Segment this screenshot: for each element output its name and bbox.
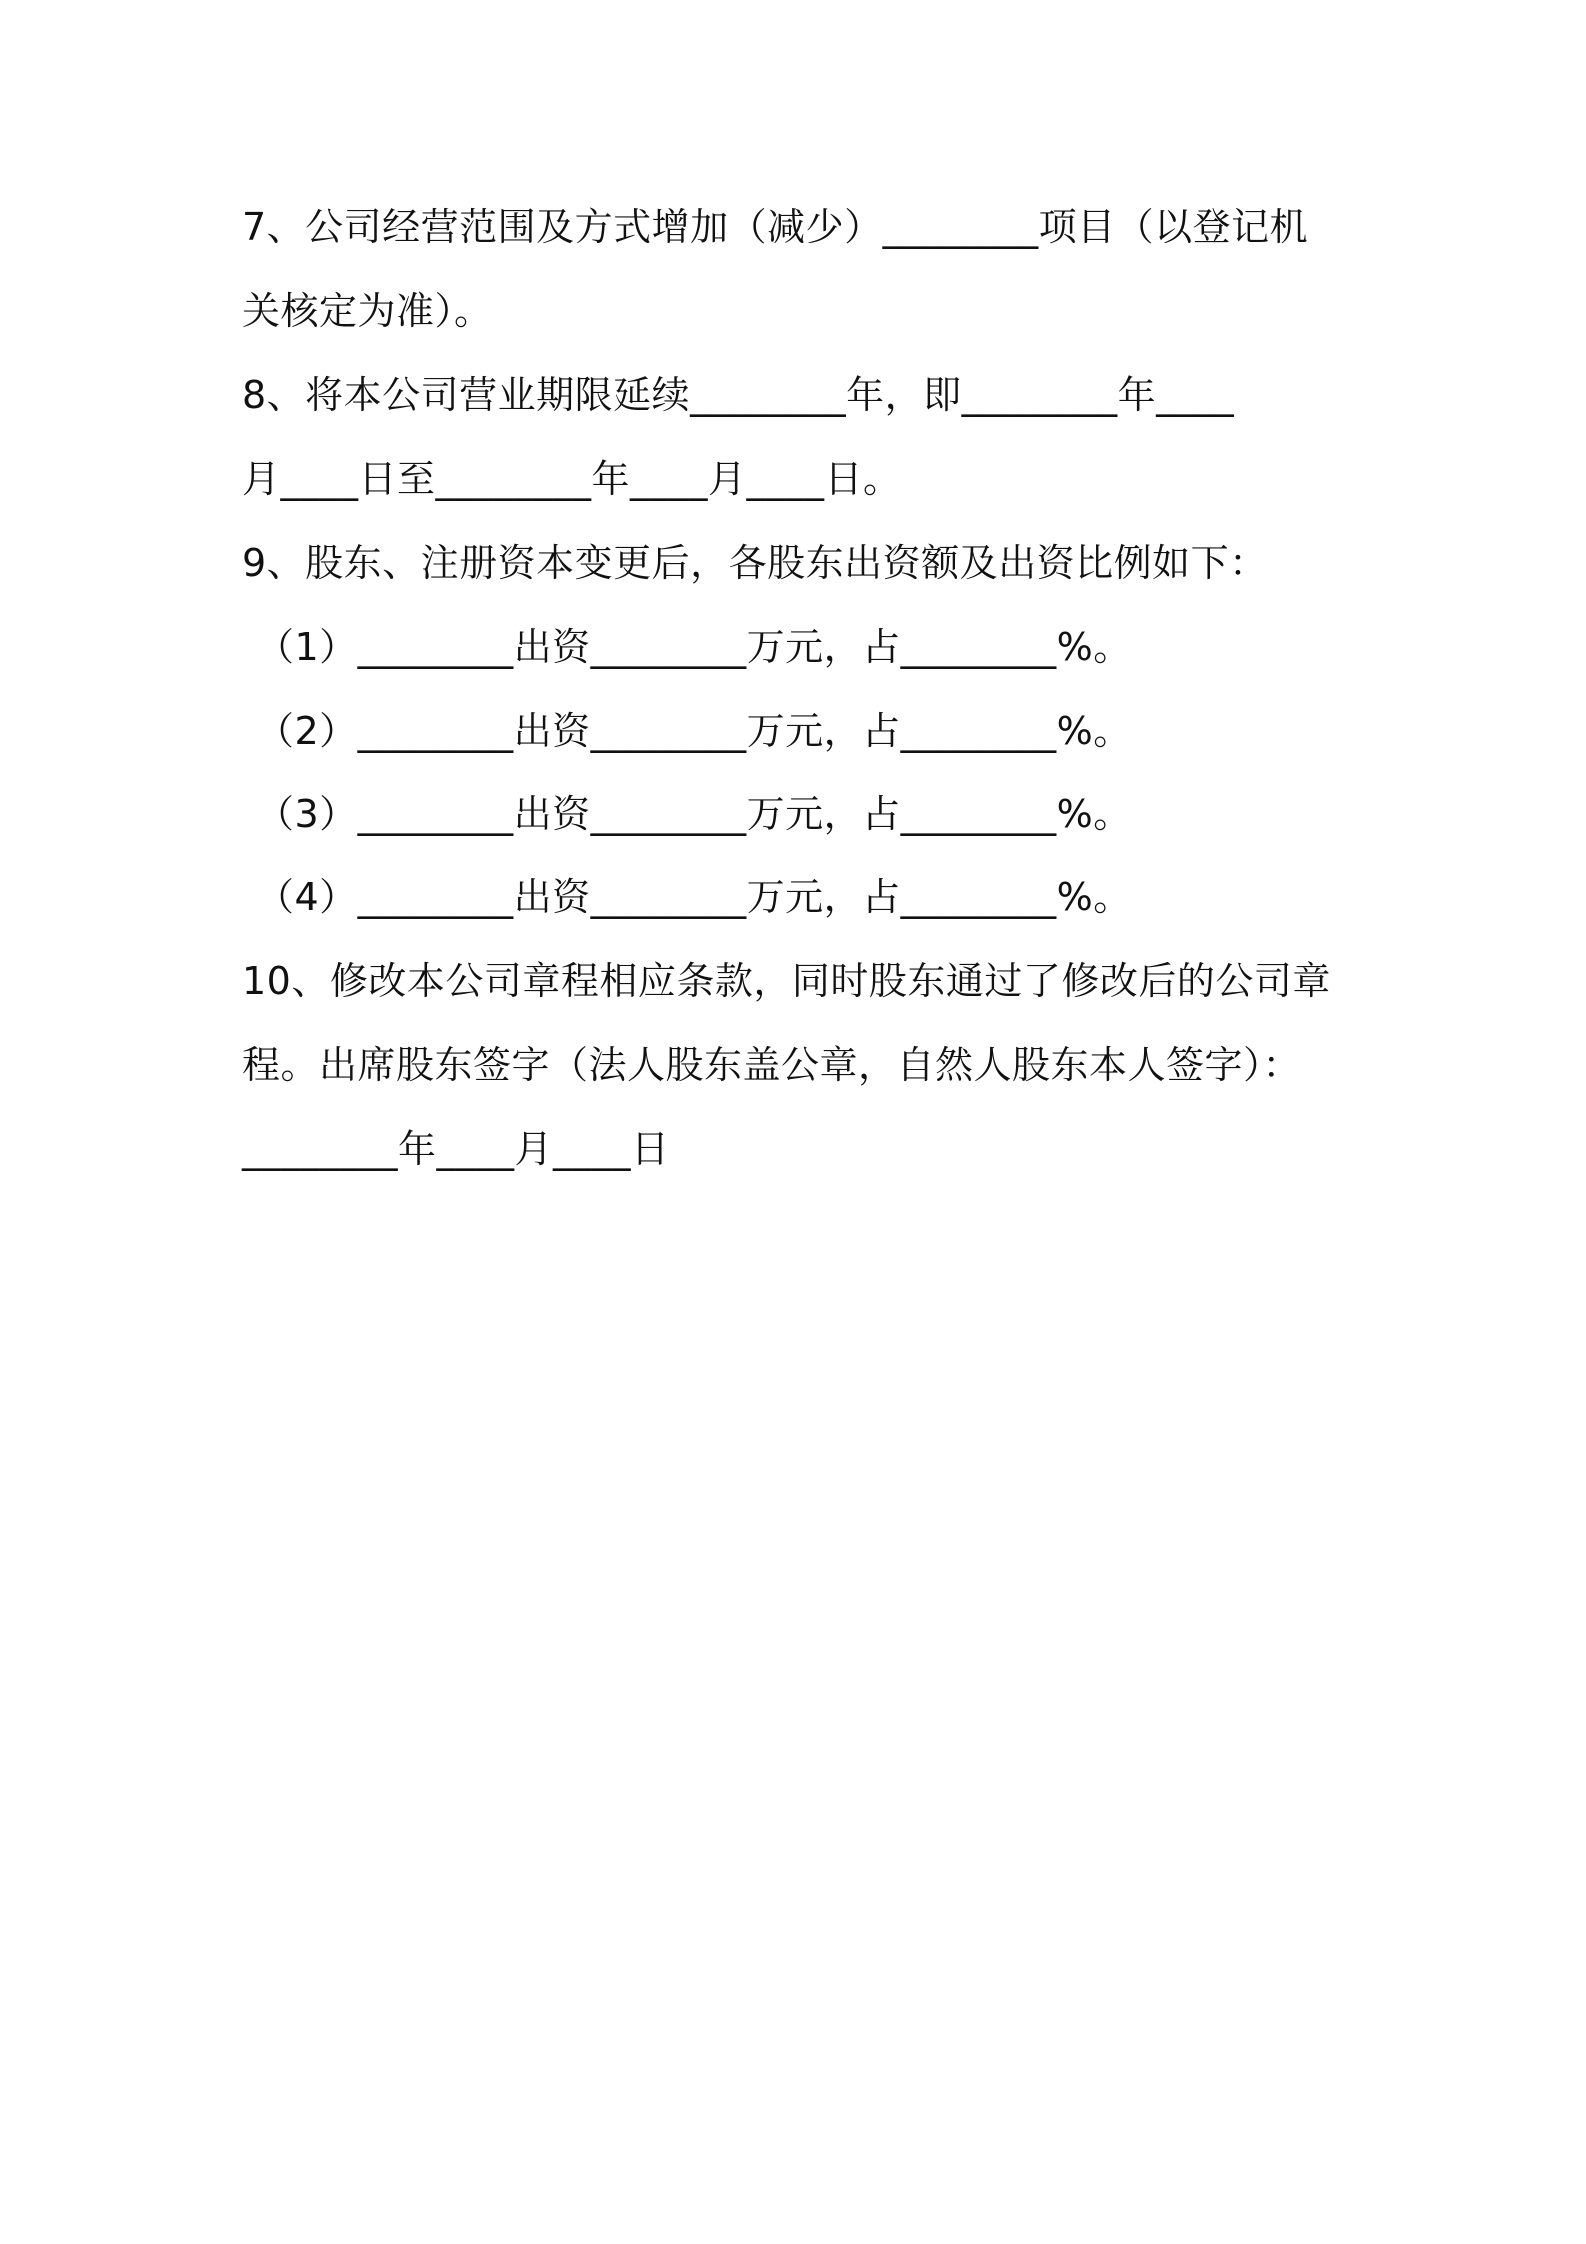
item-7-line-1: 7、公司经营范围及方式增加（减少）________项目（以登记机 — [242, 205, 1309, 249]
shareholder-row-3: （3）________出资________万元，占________%。 — [256, 792, 1132, 836]
item-9-heading: 9、股东、注册资本变更后，各股东出资额及出资比例如下： — [242, 541, 1268, 585]
item-7-line-2: 关核定为准）。 — [242, 289, 493, 333]
shareholder-row-4: （4）________出资________万元，占________%。 — [256, 875, 1132, 919]
item-10-line-2: 程。出席股东签字（法人股东盖公章，自然人股东本人签字）： — [242, 1043, 1302, 1087]
item-8-line-1: 8、将本公司营业期限延续________年，即________年____ — [242, 373, 1235, 417]
shareholder-row-2: （2）________出资________万元，占________%。 — [256, 709, 1132, 753]
item-10-line-1: 10、修改本公司章程相应条款，同时股东通过了修改后的公司章 — [242, 959, 1331, 1003]
shareholder-row-1: （1）________出资________万元，占________%。 — [256, 625, 1132, 669]
signature-date-line: ________年____月____日 — [242, 1127, 670, 1171]
item-8-line-2: 月____日至________年____月____日。 — [242, 457, 902, 501]
